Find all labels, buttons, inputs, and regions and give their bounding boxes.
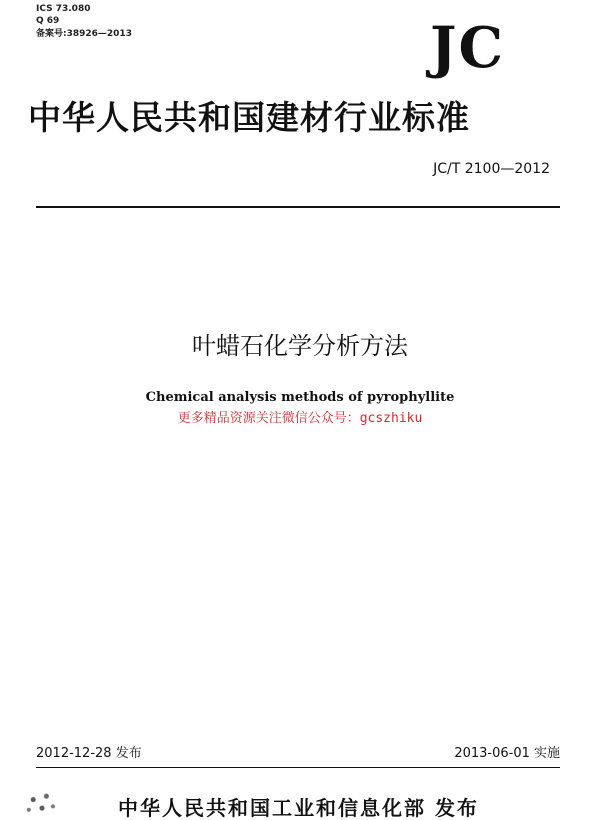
- document-title-chinese: 叶蜡石化学分析方法: [192, 332, 408, 360]
- document-title-english: Chemical analysis methods of pyrophyllite: [145, 390, 455, 405]
- standard-number: JC/T 2100—2012: [433, 161, 550, 177]
- watermark-text: 更多精品资源关注微信公众号：gcszhiku: [177, 411, 423, 426]
- classification-code: Q 69: [36, 16, 60, 26]
- jc-logo: JC: [430, 15, 506, 81]
- seal-stamp-icon: [20, 786, 64, 820]
- publisher: 中华人民共和国工业和信息化部 发布: [118, 796, 479, 820]
- issue-date: 2012-12-28 发布: [36, 746, 142, 761]
- record-number: 备案号:38926—2013: [36, 29, 132, 39]
- bottom-divider: [36, 767, 560, 768]
- agency-title: 中华人民共和国建材行业标准: [28, 98, 470, 137]
- ics-code: ICS 73.080: [36, 4, 91, 14]
- implementation-date: 2013-06-01 实施: [454, 746, 560, 761]
- top-divider: [36, 206, 560, 208]
